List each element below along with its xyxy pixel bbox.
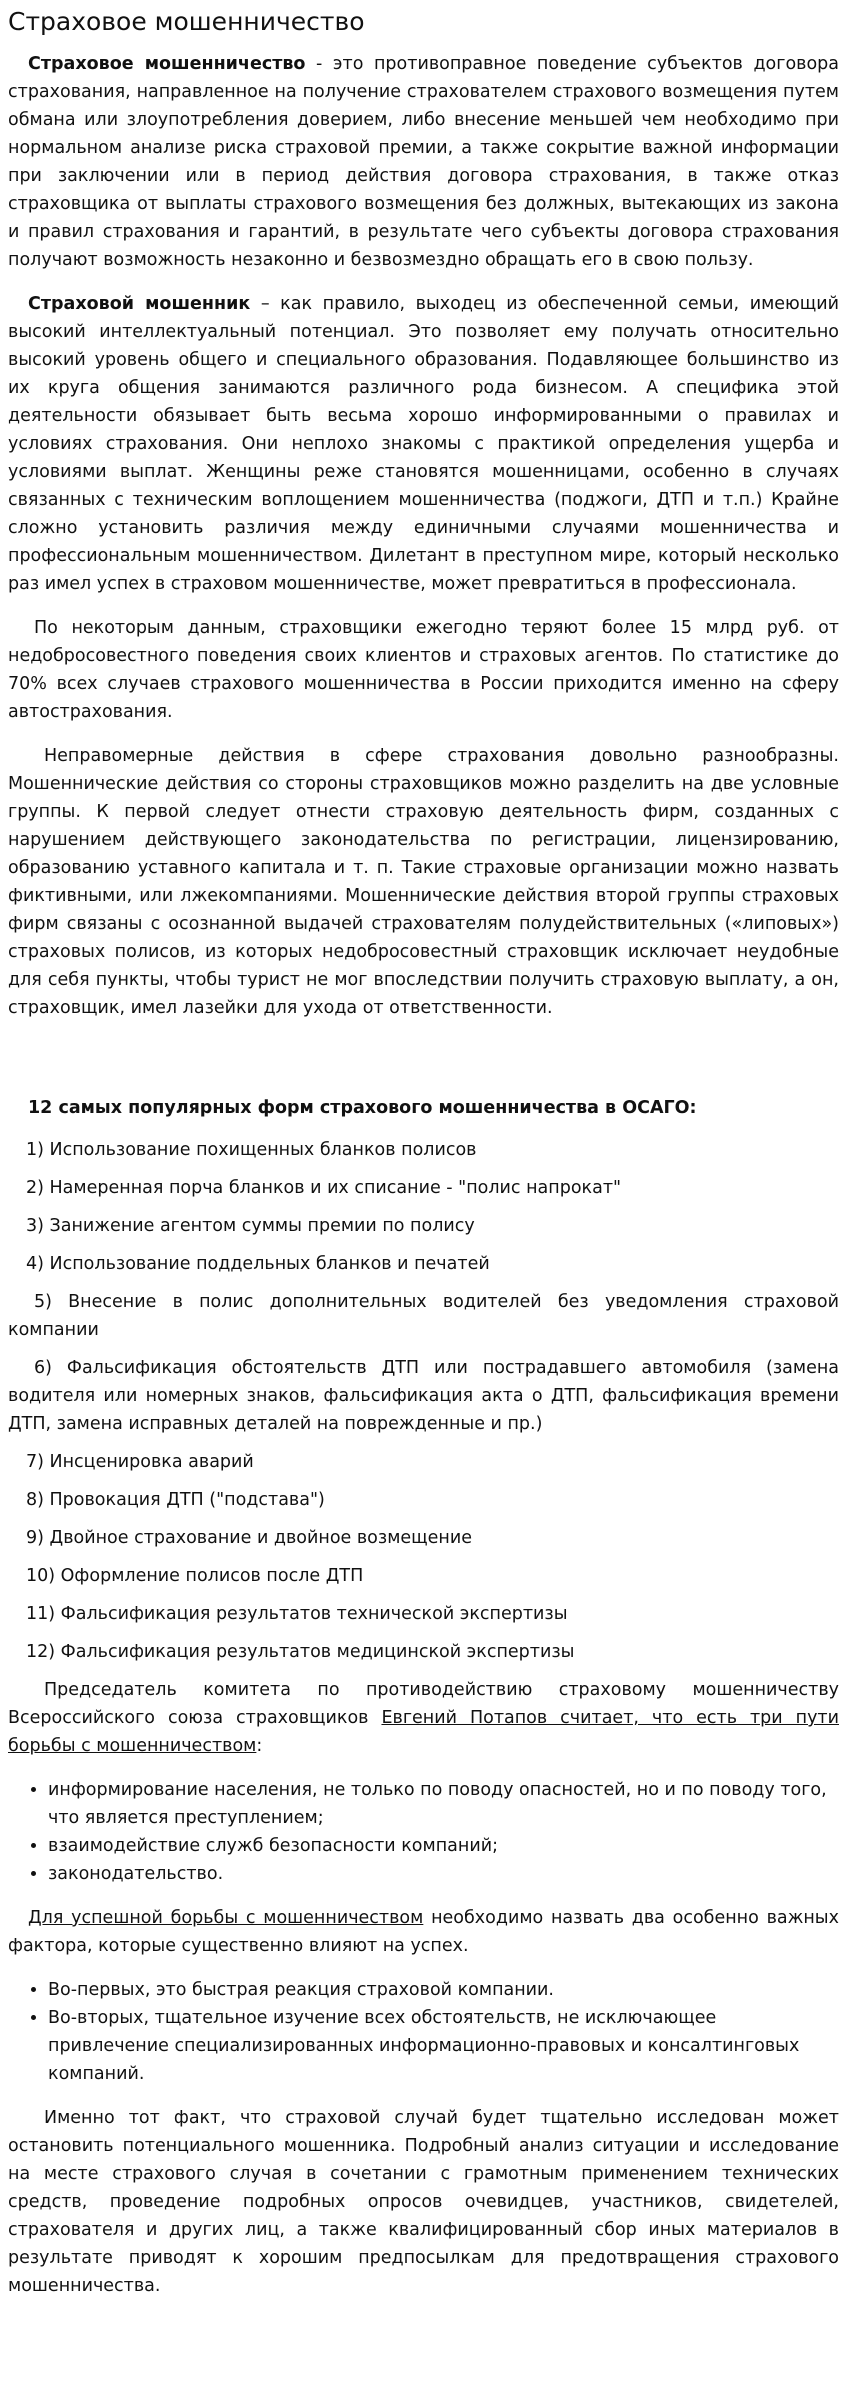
- article: [0, 6, 847, 2356]
- fraudster-text: – как правило, выходец из обеспеченной семьи, имеющий высокий интеллектуальный потенциал. Это позволяет ему получать относительно высокий уровень общего и специального образования. Подавляющее большинство из их круга общения занимаются различного рода бизнесом. А специфика этой деятельности обязывает быть весьма хорошо информированными о правилах и условиях страхования. Они неплохо знакомы с практикой определения ущерба и условиями выплат. Женщины реже становятся мошенницами, особенно в случаях связанных с техническим воплощением мошенничества (поджоги, ДТП и т.п.) Крайне сложно установить различия между единичными случаями мошенничества и профессиональным мошенничеством. Дилетант в преступном мире, который несколько раз имел успех в страховом мошенничестве, может превратиться в профессионала.: [8, 294, 840, 594]
- insurer-fraud-paragraph: Неправомерные действия в сфере страхования довольно разнообразны. Мошеннические действия со стороны страховщиков можно разделить на две условные группы. К первой следует отнести страховую деятельность фирм, созданных с нарушением действующего законодательства по регистрации, лицензированию, образованию уставного капитала и т. п. Такие страховые организации можно назвать фиктивными, или лжекомпаниями. Мошеннические действия второй группы страховых фирм связаны с осознанной выдачей страхователям полудействительных («липовых») страховых полисов, из которых недобросовестный страховщик исключает неудобные для себя пункты, чтобы турист не мог впоследствии получить страховую выплату, а он, страховщик, имел лазейки для ухода от ответственности.: [8, 746, 839, 1018]
- success-text: необходимо назвать два особенно важных фактора, которые существенно влияют на успех.: [8, 1908, 839, 1956]
- forms-list: [8, 1136, 839, 1666]
- definition-text: - это противоправное поведение субъектов договора страхования, направленное на получение страхователем страхового возмещения путем обмана или злоупотребления доверием, либо внесение меньшей чем необходимо при нормальном анализе риска страховой премии, а также сокрытие важной информации при заключении или в период действия договора страхования, в также отказ страховщика от выплаты страхового возмещения без должных, вытекающих из закона и правил страхования и гарантий, в результате чего субъекты договора страхования получают возможность незаконно и безвозмездно обращать его в свою пользу.: [8, 54, 839, 270]
- list-item: 3) Занижение агентом суммы премии по полису: [26, 1216, 475, 1236]
- list-item: 11) Фальсификация результатов технической экспертизы: [26, 1604, 568, 1624]
- fraudster-term: Страховой мошенник: [28, 294, 251, 314]
- chairman-colon: :: [256, 1736, 263, 1756]
- spacer: [8, 1038, 839, 1094]
- statistics-paragraph: По некоторым данным, страховщики ежегодно теряют более 15 млрд руб. от недобросовестного поведения своих клиентов и страховых агентов. По статистике до 70% всех случаев страхового мошенничества в России приходится именно на сферу автострахования.: [8, 618, 839, 722]
- list-item: 8) Провокация ДТП ("подстава"): [26, 1490, 325, 1510]
- list-item: 7) Инсценировка аварий: [26, 1452, 254, 1472]
- list-item: 12) Фальсификация результатов медицинской экспертизы: [26, 1642, 575, 1662]
- definition-term: Страховое мошенничество: [28, 54, 306, 74]
- page-title: Страховое мошенничество: [8, 7, 365, 36]
- forms-list-title: 12 самых популярных форм страхового мошенничества в ОСАГО:: [28, 1098, 697, 1118]
- fraudster-paragraph: [8, 290, 839, 598]
- chairman-text: Председатель комитета по противодействию страховому мошенничеству Всероссийского союза страховщиков: [8, 1680, 839, 1728]
- chairman-link[interactable]: Евгений Потапов считает, что есть три пути борьбы с мошенничеством: [8, 1708, 839, 1756]
- conclusion-paragraph: Именно тот факт, что страховой случай будет тщательно исследован может остановить потенциального мошенника. Подробный анализ ситуации и исследование на месте страхового случая в сочетании с грамотным применением технических средств, проведение подробных опросов очевидцев, участников, свидетелей, страхователя и других лиц, а также квалифицированный сбор иных материалов в результате приводят к хорошим предпосылкам для предотвращения страхового мошенничества.: [8, 2108, 839, 2296]
- list-item: 6) Фальсификация обстоятельств ДТП или пострадавшего автомобиля (замена водителя или номерных знаков, фальсификация акта о ДТП, фальсификация времени ДТП, замена исправных деталей на поврежденные и пр.): [8, 1358, 839, 1434]
- list-item: 10) Оформление полисов после ДТП: [26, 1566, 364, 1586]
- success-link[interactable]: Для успешной борьбы с мошенничеством: [28, 1908, 424, 1928]
- factors-list: [8, 1976, 839, 2088]
- list-item: 5) Внесение в полис дополнительных водителей без уведомления страховой компании: [8, 1292, 839, 1340]
- chairman-paragraph: [8, 1676, 839, 1760]
- ways-list: [8, 1776, 839, 1888]
- list-item: 4) Использование поддельных бланков и печатей: [26, 1254, 490, 1274]
- list-item: 1) Использование похищенных бланков полисов: [26, 1140, 477, 1160]
- definition-paragraph: [8, 50, 839, 274]
- list-item: • взаимодействие служб безопасности компаний;: [48, 1832, 839, 1860]
- list-item: • информирование населения, не только по поводу опасностей, но и по поводу того, что является преступлением;: [48, 1776, 839, 1832]
- list-item: 2) Намеренная порча бланков и их списание - "полис напрокат": [26, 1178, 622, 1198]
- success-paragraph: [8, 1904, 839, 1960]
- list-item: • Во-вторых, тщательное изучение всех обстоятельств, не исключающее привлечение специализированных информационно-правовых и консалтинговых компаний.: [48, 2004, 839, 2088]
- list-item: • Во-первых, это быстрая реакция страховой компании.: [48, 1976, 839, 2004]
- list-item: • законодательство.: [48, 1860, 839, 1888]
- list-item: 9) Двойное страхование и двойное возмещение: [26, 1528, 472, 1548]
